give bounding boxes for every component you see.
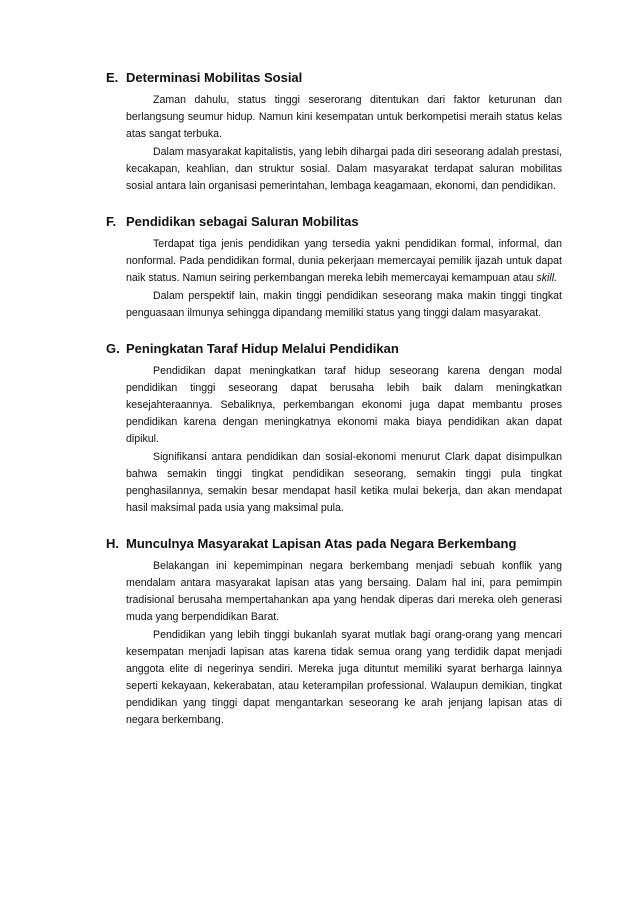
paragraph: Signifikansi antara pendidikan dan sosial-ekonomi menurut Clark dapat disimpulkan bahwa semakin tinggi tingkat pendidikan seseorang, semakin tinggi pula tingkat penghasilannya, semakin besar mendapat hasil ketika mulai bekerja, dan akan mendapat hasil maksimal pada usia yang maksimal pula. bbox=[126, 451, 562, 514]
paragraph bbox=[126, 236, 562, 287]
document-content bbox=[106, 69, 562, 747]
section-e bbox=[106, 69, 562, 195]
section-body bbox=[126, 363, 562, 517]
section-body bbox=[126, 558, 562, 729]
emphasis-text: skill. bbox=[536, 272, 558, 284]
paragraph: Pendidikan yang lebih tinggi bukanlah syarat mutlak bagi orang-orang yang mencari kesempatan menjadi lapisan atas karena tidak semua orang yang terdidik dapat menjadi anggota elite di negerinya sendiri. Mereka juga dituntut memiliki syarat berharga lainnya seperti kekayaan, kekerabatan, atau keterampilan professional. Walaupun demikian, tingkat pendidikan yang tinggi dapat mengantarkan seseorang ke arah jenjang lapisan atas di negara berkembang. bbox=[126, 629, 562, 726]
section-title: Munculnya Masyarakat Lapisan Atas pada Negara Berkembang bbox=[126, 536, 517, 551]
section-f bbox=[106, 213, 562, 322]
section-letter: G. bbox=[106, 341, 120, 356]
paragraph: Pendidikan dapat meningkatkan taraf hidup seseorang karena dengan modal pendidikan tinggi seseorang dapat berusaha lebih baik dalam meningkatkan kesejahteraannya. Sebaliknya, perkembangan ekonomi juga dapat membantu proses pendidikan karena dengan meningkatnya ekonomi maka biaya pendidikan akan dapat dipikul. bbox=[126, 365, 562, 445]
paragraph: Zaman dahulu, status tinggi seserorang ditentukan dari faktor keturunan dan berlangsung seumur hidup. Namun kini kesempatan untuk berkompetisi meraih status kelas atas sangat terbuka. bbox=[126, 94, 562, 140]
section-g bbox=[106, 340, 562, 517]
section-letter: H. bbox=[106, 536, 119, 551]
section-heading bbox=[106, 69, 562, 87]
paragraph: Dalam masyarakat kapitalistis, yang lebih dihargai pada diri seseorang adalah prestasi, kecakapan, keahlian, dan struktur sosial. Dalam masyarakat terdapat saluran mobilitas sosial antara lain organisasi pemerintahan, lembaga keagamaan, ekonomi, dan pendidikan. bbox=[126, 146, 562, 192]
section-heading bbox=[106, 340, 562, 358]
section-heading bbox=[106, 535, 562, 553]
section-title: Determinasi Mobilitas Sosial bbox=[126, 70, 303, 85]
section-body bbox=[126, 92, 562, 195]
section-h bbox=[106, 535, 562, 729]
section-title: Pendidikan sebagai Saluran Mobilitas bbox=[126, 214, 359, 229]
paragraph: Belakangan ini kepemimpinan negara berkembang menjadi sebuah konflik yang mendalam antara masyarakat lapisan atas yang bersaing. Dalam hal ini, para pemimpin tradisional berusaha mempertahankan apa yang hendak diperas dari mereka oleh generasi muda yang berpendidikan Barat. bbox=[126, 560, 562, 623]
section-heading bbox=[106, 213, 562, 231]
section-letter: F. bbox=[106, 214, 117, 229]
paragraph: Dalam perspektif lain, makin tinggi pendidikan seseorang maka makin tinggi tingkat penguasaan ilmunya sehingga dipandang memiliki status yang tinggi dalam masyarakat. bbox=[126, 290, 562, 319]
paragraph-text: Terdapat tiga jenis pendidikan yang tersedia yakni pendidikan formal, informal, dan nonformal. Pada pendidikan formal, dunia pekerjaan memercayai pemilik ijazah untuk dapat naik status. Namun seiring perkembangan mereka lebih memercayai kemampuan atau bbox=[126, 238, 562, 284]
section-body bbox=[126, 236, 562, 322]
section-letter: E. bbox=[106, 70, 119, 85]
section-title: Peningkatan Taraf Hidup Melalui Pendidikan bbox=[126, 341, 399, 356]
